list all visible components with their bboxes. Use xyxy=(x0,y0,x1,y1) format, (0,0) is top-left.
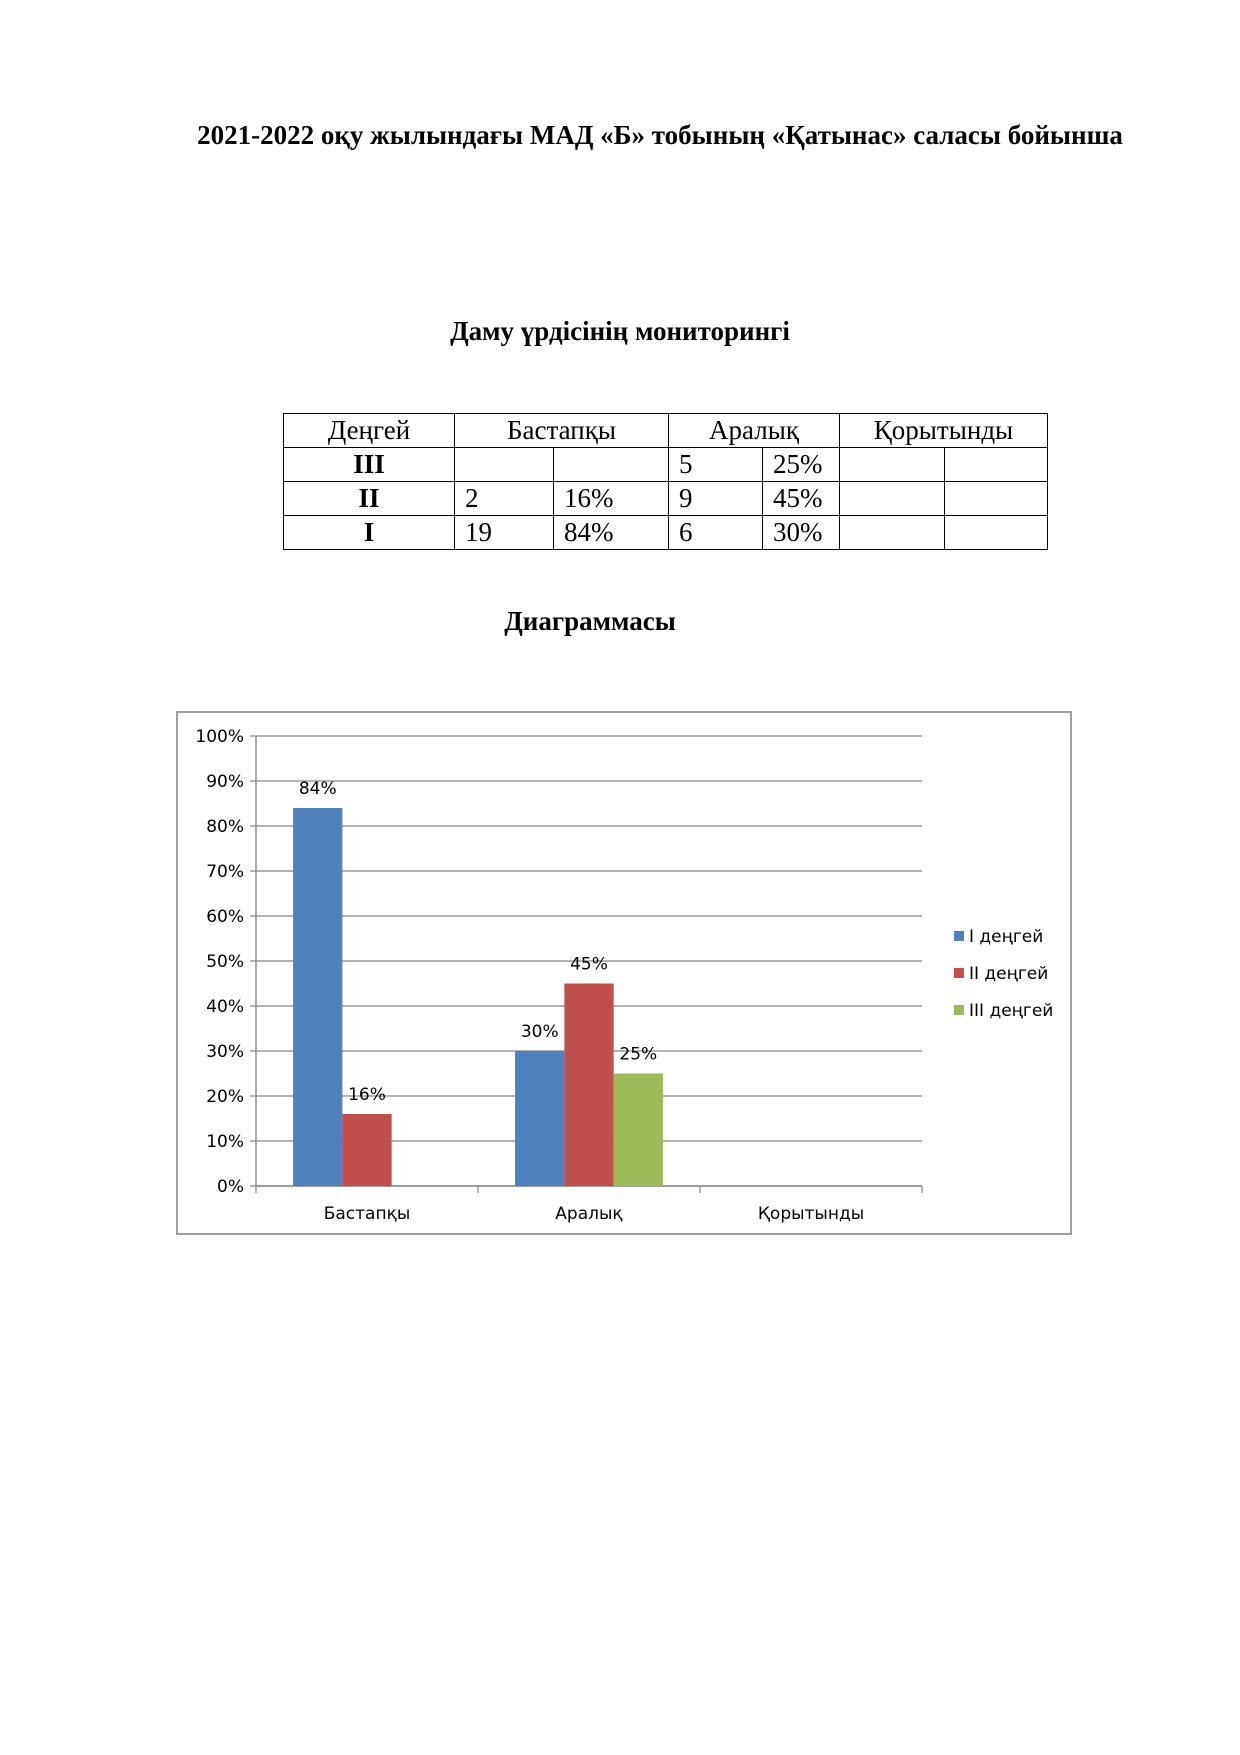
table-cell xyxy=(840,516,945,550)
bar-chart xyxy=(178,713,1070,1233)
table-cell: 6 xyxy=(669,516,763,550)
diagram-heading: Диаграммасы xyxy=(504,606,676,636)
table-cell xyxy=(840,482,945,516)
y-tick-label: 10% xyxy=(206,1132,244,1152)
y-tick-label: 90% xyxy=(206,772,244,792)
monitoring-heading: Даму үрдісінің мониторингі xyxy=(450,316,790,346)
chart-frame xyxy=(176,711,1072,1235)
y-tick-label: 20% xyxy=(206,1087,244,1107)
y-tick-label: 80% xyxy=(206,817,244,837)
table-cell: 2 xyxy=(455,482,554,516)
y-tick-label: 50% xyxy=(206,952,244,972)
header-level: Деңгей xyxy=(284,414,455,448)
legend-swatch xyxy=(954,1005,964,1015)
table-row xyxy=(284,448,1048,482)
header-final: Қорытынды xyxy=(840,414,1048,448)
bar xyxy=(342,1114,391,1186)
table-cell: 30% xyxy=(763,516,840,550)
x-tick-label: Қорытынды xyxy=(757,1204,865,1224)
level-cell: I xyxy=(284,516,455,550)
y-tick-label: 30% xyxy=(206,1042,244,1062)
bar xyxy=(614,1074,663,1187)
table-cell: 16% xyxy=(554,482,669,516)
table-cell: 84% xyxy=(554,516,669,550)
legend-swatch xyxy=(954,931,964,941)
bar xyxy=(515,1051,564,1186)
y-tick-label: 100% xyxy=(195,727,244,747)
table-cell: 5 xyxy=(669,448,763,482)
legend-swatch xyxy=(954,968,964,978)
y-tick-label: 0% xyxy=(217,1177,244,1197)
data-label: 84% xyxy=(298,779,337,799)
table-row xyxy=(284,482,1048,516)
data-label: 45% xyxy=(570,954,608,975)
table-row xyxy=(284,516,1048,550)
monitoring-table xyxy=(283,413,1048,550)
header-initial: Бастапқы xyxy=(455,414,669,448)
x-tick-label: Бастапқы xyxy=(323,1204,411,1224)
header-intermediate: Аралық xyxy=(669,414,840,448)
table-header-row xyxy=(284,414,1048,448)
level-cell: III xyxy=(284,448,455,482)
table-cell xyxy=(945,448,1048,482)
document-title: 2021-2022 оқу жылындағы МАД «Б» тобының «Қатынас» саласы бойынша xyxy=(197,120,1123,150)
data-label: 16% xyxy=(348,1085,386,1105)
table-cell xyxy=(455,448,554,482)
legend-label: II деңгей xyxy=(969,964,1049,984)
y-tick-label: 40% xyxy=(206,997,244,1017)
y-tick-label: 60% xyxy=(206,907,244,927)
legend-label: III деңгей xyxy=(969,1001,1054,1021)
table-cell: 9 xyxy=(669,482,763,516)
table-cell xyxy=(945,516,1048,550)
level-cell: II xyxy=(284,482,455,516)
data-label: 25% xyxy=(619,1044,658,1065)
table-cell: 45% xyxy=(763,482,840,516)
table-cell: 19 xyxy=(455,516,554,550)
y-tick-label: 70% xyxy=(206,862,244,882)
table-cell xyxy=(840,448,945,482)
legend-label: I деңгей xyxy=(969,927,1044,947)
x-tick-label: Аралық xyxy=(555,1204,623,1224)
bar xyxy=(564,984,613,1187)
table-cell xyxy=(945,482,1048,516)
table-cell xyxy=(554,448,669,482)
bar xyxy=(293,808,342,1186)
data-label: 30% xyxy=(520,1022,559,1042)
table-cell: 25% xyxy=(763,448,840,482)
